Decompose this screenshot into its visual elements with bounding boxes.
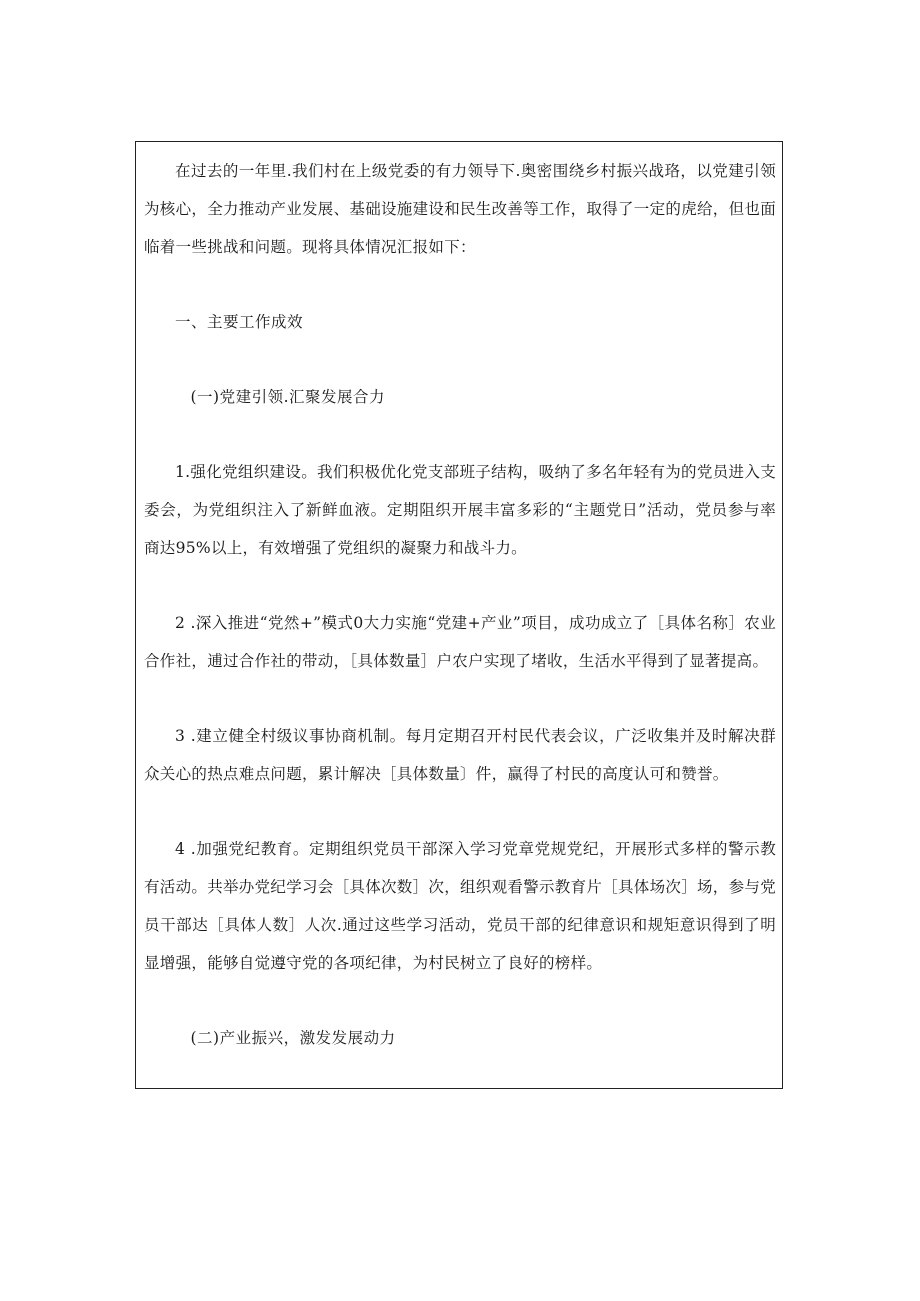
spacer: [144, 982, 776, 1019]
subsection-heading-industry: (二)产业振兴，激发发展动力: [190, 1029, 396, 1047]
item-paragraph-2: 2 .深入推进“党然+”模式0大力实施“党建+产业”项目，成功成立了［具体名称］农业合作社，逋过合作社的带动，［具体数量］户农户实现了堵收，生活水平得到了显著提高。: [144, 614, 776, 670]
spacer: [144, 266, 776, 303]
item-paragraph-4: 4 .加强党纪教育。定期组织党员干部深入学习党章党规党纪，开展形式多样的警示教有活动。共举办党纪学习会［具体次数］次，组织观看警示教育片［具体场次］场，参与党员干部达［具体人数］人次.通过这些学习活动，党员干部的纪律意识和规矩意识得到了明显增强，能够自觉遵守党的各项纪律，为村民树立了良好的榜样。: [144, 840, 777, 972]
subsection-heading-party-building: (一)党建引领.汇聚发展合力: [190, 388, 386, 406]
section-heading-main-achievements: 一、主要工作成效: [175, 313, 304, 331]
document-body: [144, 152, 776, 1057]
spacer: [144, 416, 776, 453]
intro-paragraph: 在过去的一年里.我们村在上级党委的有力领导下.奥密围绕乡村振兴战珞，以党建引领为核心，全力推动产业发展、基础设施建设和民生改善等工作，取得了一定的虎给，但也面临着一些挑战和问题。现将具体情况汇报如下：: [144, 162, 777, 256]
spacer: [144, 680, 776, 717]
item-paragraph-3: 3 .建立健全村级议事协商机制。每月定期召开村民代表会议，广泛收集并及时解决群众关心的热点难点问题，累计解决［具体数量〕件，赢得了村民的高度认可和赞誉。: [144, 727, 776, 783]
spacer: [144, 341, 776, 378]
spacer: [144, 567, 776, 604]
spacer: [144, 793, 776, 830]
item-paragraph-1: 1.强化党组织建设。我们积极优化党支部班子结构，吸纳了多名年轻有为的党员进入支委会，为党组织注入了新鲜血液。定期阻织开展丰富多彩的“主题党日”活动，党员参与率商达95%以上，有效增强了党组织的凝聚力和战斗力。: [144, 463, 776, 557]
document-frame: [135, 141, 783, 1089]
